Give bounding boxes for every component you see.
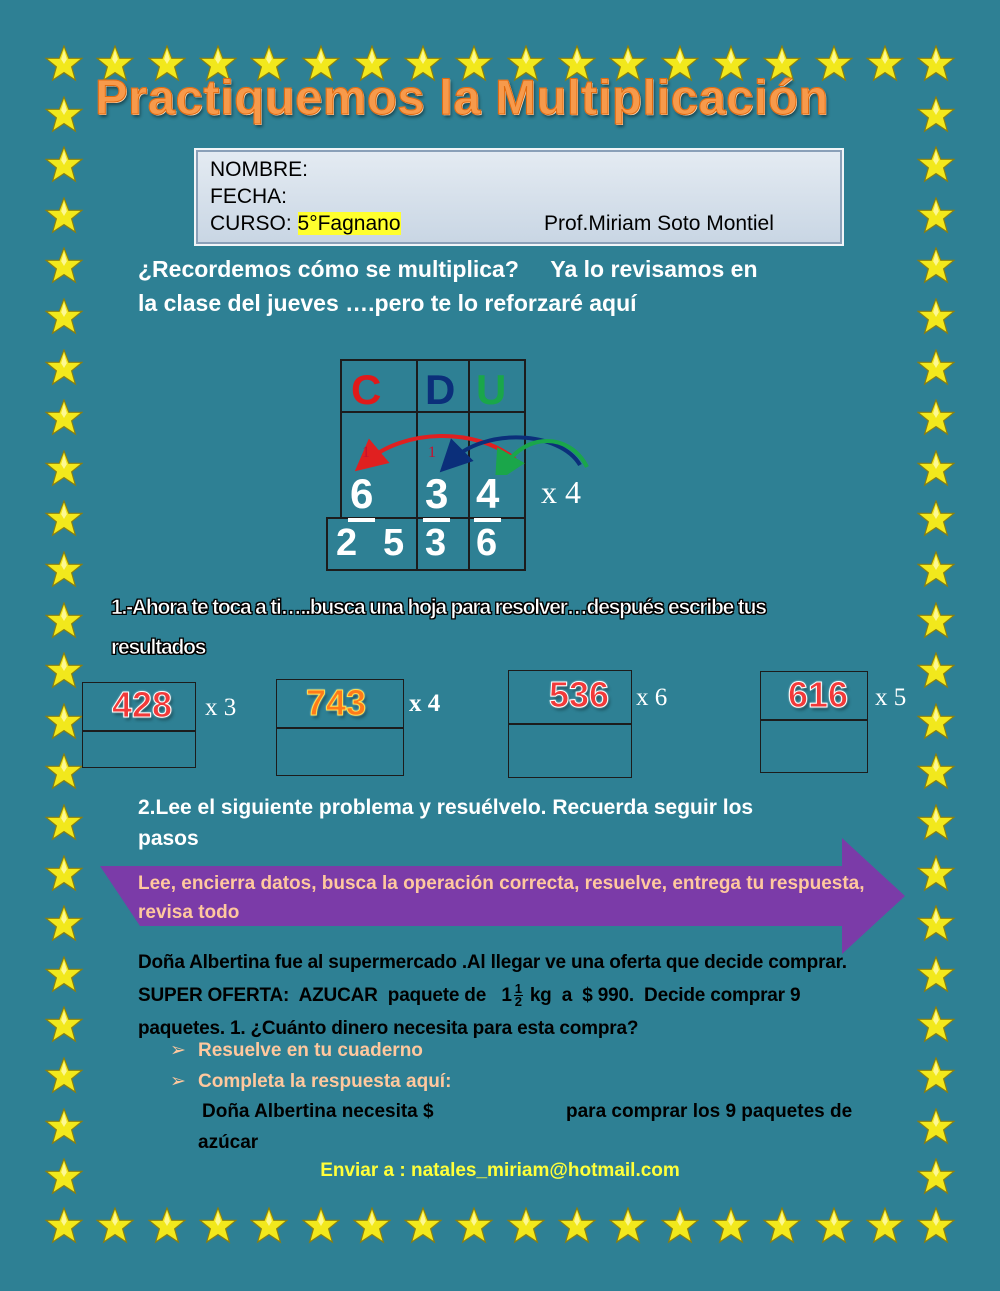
- steps-text: [138, 869, 868, 927]
- star-icon: [45, 956, 83, 994]
- star-icon: [917, 146, 955, 184]
- exercise-multiplier-3: x 6: [636, 684, 668, 711]
- star-icon: [45, 96, 83, 134]
- exercise-multiplier-1: x 3: [205, 694, 237, 721]
- star-icon: [45, 855, 83, 893]
- result-digit-2: 5: [383, 522, 405, 564]
- answer-part-2: para comprar los 9 paquetes de: [566, 1101, 853, 1122]
- star-icon: [661, 1207, 699, 1245]
- star-icon: [199, 1207, 237, 1245]
- star-icon: [45, 45, 83, 83]
- star-icon: [917, 652, 955, 690]
- carry-centenas: 1: [362, 444, 370, 461]
- star-icon: [250, 1207, 288, 1245]
- star-icon: [507, 1207, 545, 1245]
- star-icon: [815, 1207, 853, 1245]
- star-icon: [763, 1207, 801, 1245]
- date-label: FECHA:: [210, 185, 288, 208]
- star-icon: [917, 450, 955, 488]
- result-digit-1: 2: [336, 522, 358, 564]
- arrow-bullet-icon: ➢: [170, 1040, 186, 1061]
- exercise-number-2: 743: [306, 682, 367, 723]
- star-icon: [45, 1207, 83, 1245]
- star-icon: [45, 247, 83, 285]
- course-value: 5°Fagnano: [297, 212, 401, 235]
- arrow-bullet-icon: ➢: [170, 1071, 186, 1092]
- exercise-2-line-1: 2.Lee el siguiente problema y resuélvelo. Recuerda seguir los: [138, 796, 754, 819]
- header-decenas: D: [425, 366, 456, 413]
- intro-text: [138, 252, 858, 320]
- carry-decenas: 1: [428, 444, 436, 461]
- star-icon: [45, 804, 83, 842]
- result-digit-4: 6: [476, 522, 498, 564]
- exercise-number-1: 428: [112, 684, 173, 725]
- star-icon: [866, 1207, 904, 1245]
- fraction-half: $\frac{1}{2}$: [514, 981, 522, 1010]
- star-icon: [45, 905, 83, 943]
- star-icon: [45, 500, 83, 538]
- answer-part-3: azúcar: [198, 1132, 259, 1153]
- example-multiplier: x 4: [541, 474, 581, 510]
- header-centenas: C: [351, 366, 382, 413]
- problem-line-3: paquetes. 1. ¿Cuánto dinero necesita para esta compra?: [138, 1018, 639, 1039]
- bullet-item-2: ➢ Completa la respuesta aquí:: [170, 1071, 452, 1092]
- intro-line-1: ¿Recordemos cómo se multiplica? Ya lo revisamos en: [138, 256, 758, 282]
- star-icon: [917, 1057, 955, 1095]
- steps-line-1: Lee, encierra datos, busca la operación correcta, resuelve, entrega tu respuesta,: [138, 873, 865, 894]
- star-icon: [917, 247, 955, 285]
- star-icon: [45, 1108, 83, 1146]
- star-icon: [917, 703, 955, 741]
- student-info-box: [196, 150, 842, 244]
- exercise-1-instructions: [111, 588, 871, 668]
- page-title: Practiquemos la Multiplicación: [95, 71, 829, 125]
- digit-decenas: 3: [425, 470, 448, 518]
- star-icon: [917, 399, 955, 437]
- answer-part-1: Doña Albertina necesita $: [202, 1101, 434, 1122]
- star-icon: [455, 1207, 493, 1245]
- exercise-number-3: 536: [549, 674, 610, 715]
- teacher-name: Prof.Miriam Soto Montiel: [544, 212, 774, 235]
- star-icon: [917, 197, 955, 235]
- star-icon: [45, 551, 83, 589]
- star-icon: [917, 298, 955, 336]
- digit-centenas: 6: [350, 470, 373, 518]
- word-problem: [138, 946, 878, 1045]
- star-icon: [45, 1057, 83, 1095]
- steps-line-2: revisa todo: [138, 902, 240, 923]
- star-icon: [917, 551, 955, 589]
- carry-arrows: [355, 425, 600, 475]
- send-to-email[interactable]: Enviar a : natales_miriam@hotmail.com: [320, 1160, 680, 1181]
- star-icon: [917, 753, 955, 791]
- name-label: NOMBRE:: [210, 158, 309, 181]
- star-icon: [917, 349, 955, 387]
- problem-line-1: Doña Albertina fue al supermercado .Al llegar ve una oferta que decide comprar.: [138, 952, 847, 973]
- star-icon: [917, 804, 955, 842]
- exercise-1-line-1: 1.-Ahora te toca a ti…..busca una hoja para resolver…después escribe tus: [111, 596, 766, 619]
- star-icon: [917, 855, 955, 893]
- star-icon: [917, 956, 955, 994]
- star-icon: [148, 1207, 186, 1245]
- star-icon: [45, 753, 83, 791]
- star-icon: [45, 298, 83, 336]
- star-icon: [45, 450, 83, 488]
- intro-line-2: la clase del jueves ….pero te lo reforzaré aquí: [138, 290, 637, 316]
- digit-unidades: 4: [476, 470, 499, 518]
- star-icon: [917, 1006, 955, 1044]
- bullet-item-1: ➢ Resuelve en tu cuaderno: [170, 1040, 423, 1061]
- result-digit-3: 3: [425, 522, 447, 564]
- star-icon: [917, 96, 955, 134]
- star-icon: [712, 1207, 750, 1245]
- star-icon: [404, 1207, 442, 1245]
- star-icon: [353, 1207, 391, 1245]
- star-icon: [45, 1006, 83, 1044]
- header-unidades: U: [476, 366, 507, 413]
- star-icon: [302, 1207, 340, 1245]
- course-line: [210, 212, 401, 236]
- star-icon: [96, 1207, 134, 1245]
- star-icon: [45, 399, 83, 437]
- star-icon: [45, 349, 83, 387]
- star-icon: [45, 602, 83, 640]
- exercise-multiplier-2: x 4: [409, 690, 441, 717]
- star-icon: [917, 1207, 955, 1245]
- star-icon: [609, 1207, 647, 1245]
- star-icon: [917, 1108, 955, 1146]
- star-icon: [917, 45, 955, 83]
- course-label: CURSO:: [210, 212, 292, 235]
- star-icon: [917, 602, 955, 640]
- star-icon: [45, 703, 83, 741]
- star-icon: [45, 652, 83, 690]
- exercise-number-4: 616: [788, 674, 849, 715]
- star-icon: [917, 500, 955, 538]
- exercise-1-line-2: resultados: [111, 636, 206, 659]
- star-icon: [558, 1207, 596, 1245]
- star-icon: [45, 197, 83, 235]
- star-icon: [866, 45, 904, 83]
- exercise-multiplier-4: x 5: [875, 684, 907, 711]
- star-icon: [45, 146, 83, 184]
- exercise-2-line-2: pasos: [138, 827, 199, 850]
- problem-line-2: SUPER OFERTA: AZUCAR paquete de 1 $\frac{1}{2}$ kg a $ 990. Decide comprar 9: [138, 981, 801, 1010]
- star-icon: [917, 905, 955, 943]
